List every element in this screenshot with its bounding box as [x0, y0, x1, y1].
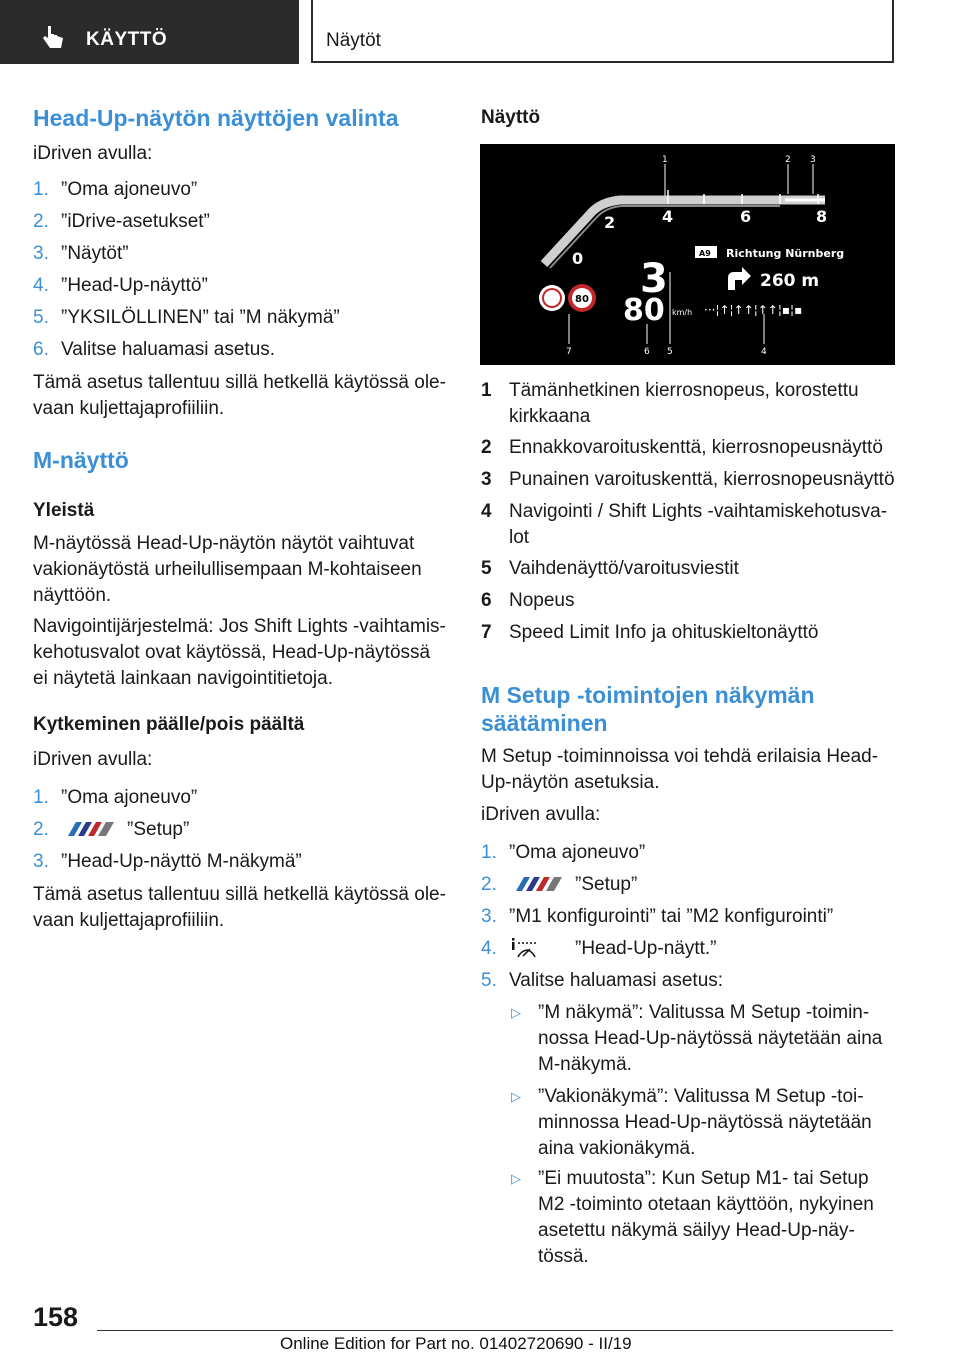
msetup-line: M Setup -toiminnoissa voi tehdä erilaisia Head-	[481, 746, 879, 767]
step-text: ”Head-Up-näytt.”	[575, 938, 717, 959]
step-text: ”Näytöt”	[61, 243, 129, 264]
svg-text:···¦↑¦↑↑¦↑↑¦▪¦▪: ···¦↑¦↑↑¦↑↑¦▪¦▪	[704, 303, 803, 317]
navigation-line: ei näytetä lainkaan navigointitietoja.	[33, 668, 333, 689]
step-number: 3.	[33, 851, 49, 872]
step-number: 2.	[33, 819, 49, 840]
step-text: ”M1 konfigurointi” tai ”M2 konfigurointi”	[509, 906, 834, 927]
step-number: 6.	[33, 339, 49, 360]
bullet-triangle-icon: ▷	[511, 1005, 521, 1020]
callout-label: 6	[644, 347, 650, 357]
speed-unit: km/h	[672, 308, 693, 317]
hud-display-image	[480, 144, 895, 365]
page-number: 158	[33, 1302, 79, 1332]
legend-number: 5	[481, 558, 492, 579]
note-line: Tämä asetus tallentuu sillä hetkellä käytössä ole-	[33, 884, 446, 905]
option-line: M2 -toiminto otetaan käyttöön, nykyinen	[538, 1194, 874, 1215]
step-text: ”iDrive-asetukset”	[61, 211, 210, 232]
legend-text: kirkkaana	[509, 406, 591, 427]
note-line: vaan kuljettajaprofiiliin.	[33, 398, 225, 419]
step-number: 4.	[33, 275, 49, 296]
rpm-tick: 8	[816, 207, 828, 226]
callout-label: 5	[667, 347, 673, 357]
rpm-tick: 6	[740, 207, 752, 226]
idrive-intro-3: iDriven avulla:	[481, 804, 601, 825]
legend-text: Vaihdenäyttö/varoitusviestit	[509, 558, 739, 579]
option-line: ”Ei muutosta”: Kun Setup M1- tai Setup	[538, 1168, 869, 1189]
step-text: ”Head-Up-näyttö”	[61, 275, 208, 296]
legend-text: Punainen varoituskenttä, kierrosnopeusnäyttö	[509, 469, 895, 490]
callout-label: 7	[566, 347, 572, 357]
legend-text: lot	[509, 527, 530, 548]
legend-text: Nopeus	[509, 590, 575, 611]
general-line: M-näytössä Head-Up-näytön näytöt vaihtuvat	[33, 533, 415, 554]
step-number: 1.	[33, 787, 49, 808]
step-text: ”Setup”	[127, 819, 190, 840]
step-text: ”Oma ajoneuvo”	[61, 179, 198, 200]
bullet-triangle-icon: ▷	[511, 1089, 521, 1104]
legend-number: 4	[481, 501, 492, 522]
speed-limit-value: 80	[575, 294, 589, 305]
legend-text: Ennakkovaroituskenttä, kierrosnopeusnäyttö	[509, 437, 883, 458]
legend-number: 7	[481, 622, 492, 643]
step-text: Valitse haluamasi asetus.	[61, 339, 276, 360]
head-up-display-icon	[510, 937, 538, 959]
heading-general: Yleistä	[33, 500, 95, 521]
footer-divider	[97, 1330, 893, 1331]
legend-number: 2	[481, 437, 492, 458]
idrive-intro-2: iDriven avulla:	[33, 749, 153, 770]
legend-number: 6	[481, 590, 492, 611]
footer-edition: Online Edition for Part no. 01402720690 - II/19	[280, 1334, 632, 1353]
legend-text: Speed Limit Info ja ohituskieltonäyttö	[509, 622, 819, 643]
header-page-box	[311, 0, 894, 63]
rpm-tick: 2	[604, 213, 616, 232]
step-text: ”Oma ajoneuvo”	[509, 842, 646, 863]
option-line: asetettu näkymä säilyy Head-Up-näy-	[538, 1220, 855, 1241]
heading-m-setup: säätäminen	[481, 710, 608, 736]
legend-text: Navigointi / Shift Lights -vaihtamiskehotusva-	[509, 501, 888, 522]
direction-text: Richtung Nürnberg	[726, 247, 845, 260]
note-line: Tämä asetus tallentuu sillä hetkellä käytössä ole-	[33, 372, 446, 393]
heading-m-display: M-näyttö	[33, 447, 129, 473]
legend-text: Tämänhetkinen kierrosnopeus, korostettu	[509, 380, 859, 401]
heading-on-off: Kytkeminen päälle/pois päältä	[33, 714, 305, 735]
step-number: 4.	[481, 938, 497, 959]
gear-indicator: 3	[640, 256, 668, 302]
legend-number: 1	[481, 380, 492, 401]
no-overtaking-icon	[544, 290, 560, 306]
navigation-line: Navigointijärjestelmä: Jos Shift Lights -vaihtamis-	[33, 616, 446, 637]
heading-m-setup: M Setup -toimintojen näkymän	[481, 682, 815, 708]
navigation-line: kehotusvalot ovat käytössä, Head-Up-näytössä	[33, 642, 431, 663]
heading-select-displays: Head-Up-näytön näyttöjen valinta	[33, 105, 399, 131]
step-number: 3.	[33, 243, 49, 264]
step-text: ”YKSILÖLLINEN” tai ”M näkymä”	[61, 307, 340, 328]
rpm-tick: 4	[662, 207, 674, 226]
step-text: Valitse haluamasi asetus:	[509, 970, 724, 991]
callout-label: 4	[761, 347, 767, 357]
option-line: nossa Head-Up-näytössä näytetään aina	[538, 1028, 883, 1049]
header-section-title: KÄYTTÖ	[86, 29, 168, 50]
nav-distance: 260 m	[760, 271, 820, 291]
option-line: aina vakionäkymä.	[538, 1138, 696, 1159]
step-number: 1.	[33, 179, 49, 200]
general-line: näyttöön.	[33, 585, 112, 606]
callout-label: 1	[662, 155, 668, 165]
msetup-line: Up-näytön asetuksia.	[481, 772, 660, 793]
callout-label: 2	[785, 155, 791, 165]
step-text: ”Head-Up-näyttö M-näkymä”	[61, 851, 302, 872]
option-line: tössä.	[538, 1246, 589, 1267]
m-logo-icon	[62, 821, 116, 837]
step-number: 1.	[481, 842, 497, 863]
option-line: minnossa Head-Up-näytössä näytetään	[538, 1112, 872, 1133]
option-line: ”M näkymä”: Valitussa M Setup -toimin-	[538, 1002, 870, 1023]
step-number: 5.	[33, 307, 49, 328]
option-line: M-näkymä.	[538, 1054, 632, 1075]
step-text: ”Oma ajoneuvo”	[61, 787, 198, 808]
bullet-triangle-icon: ▷	[511, 1171, 521, 1186]
header-page-title: Näytöt	[326, 30, 381, 51]
step-text: ”Setup”	[575, 874, 638, 895]
step-number: 2.	[33, 211, 49, 232]
heading-display: Näyttö	[481, 107, 541, 128]
option-line: ”Vakionäkymä”: Valitussa M Setup -toi-	[538, 1086, 864, 1107]
speed-value: 80	[623, 293, 665, 328]
road-sign: A9	[699, 249, 711, 258]
idrive-intro-1: iDriven avulla:	[33, 143, 153, 164]
callout-label: 3	[810, 155, 816, 165]
hand-pointer-icon	[40, 24, 66, 50]
step-number: 3.	[481, 906, 497, 927]
general-line: vakionäytöstä urheilullisempaan M-kohtaiseen	[33, 559, 422, 580]
m-logo-icon	[510, 876, 564, 892]
rpm-tick: 0	[572, 249, 584, 268]
step-number: 2.	[481, 874, 497, 895]
legend-number: 3	[481, 469, 492, 490]
step-number: 5.	[481, 970, 497, 991]
note-line: vaan kuljettajaprofiiliin.	[33, 910, 225, 931]
